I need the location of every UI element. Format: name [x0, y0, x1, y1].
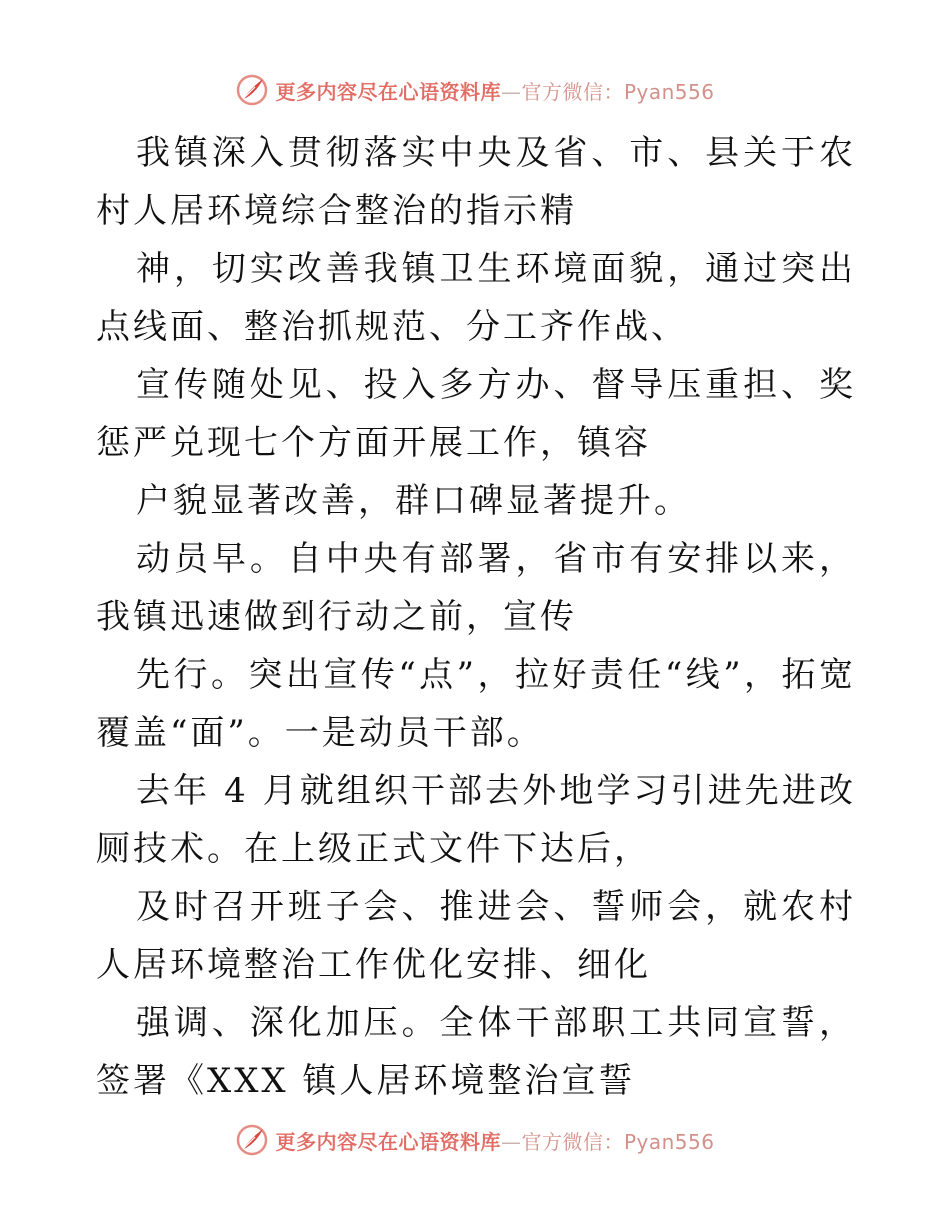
watermark-separator: —	[500, 1129, 522, 1154]
paragraph: 先行。突出宣传“点”，拉好责任“线”，拓宽覆盖“面”。一是动员干部。	[96, 655, 856, 753]
paragraph: 去年 4 月就组织干部去外地学习引进先进改厕技术。在上级正式文件下达后，	[96, 771, 856, 869]
watermark-text	[275, 76, 714, 105]
watermark-account: 官方微信：Pyan556	[521, 79, 715, 104]
paragraph: 动员早。自中央有部署，省市有安排以来，我镇迅速做到行动之前，宣传	[96, 539, 856, 637]
footer-watermark	[0, 1122, 950, 1158]
feather-logo-icon	[235, 73, 269, 107]
paragraph: 户貌显著改善，群口碑显著提升。	[136, 481, 691, 521]
watermark-separator: —	[500, 79, 522, 104]
feather-logo-icon	[235, 1123, 269, 1157]
paragraph: 及时召开班子会、推进会、誓师会，就农村人居环境整治工作优化安排、细化	[96, 887, 856, 985]
paragraph: 强调、深化加压。全体干部职工共同宣誓，签署《XXX 镇人居环境整治宣誓	[96, 1003, 856, 1101]
paragraph: 神，切实改善我镇卫生环境面貌，通过突出点线面、整治抓规范、分工齐作战、	[96, 249, 856, 347]
watermark-text	[275, 1126, 714, 1155]
document-body	[96, 124, 856, 1110]
watermark-account: 官方微信：Pyan556	[521, 1129, 715, 1154]
paragraph: 我镇深入贯彻落实中央及省、市、县关于农村人居环境综合整治的指示精	[96, 133, 856, 231]
header-watermark	[0, 72, 950, 108]
paragraph: 宣传随处见、投入多方办、督导压重担、奖惩严兑现七个方面开展工作，镇容	[96, 365, 856, 463]
watermark-brand: 更多内容尽在心语资料库	[275, 1129, 501, 1154]
watermark-brand: 更多内容尽在心语资料库	[275, 79, 501, 104]
